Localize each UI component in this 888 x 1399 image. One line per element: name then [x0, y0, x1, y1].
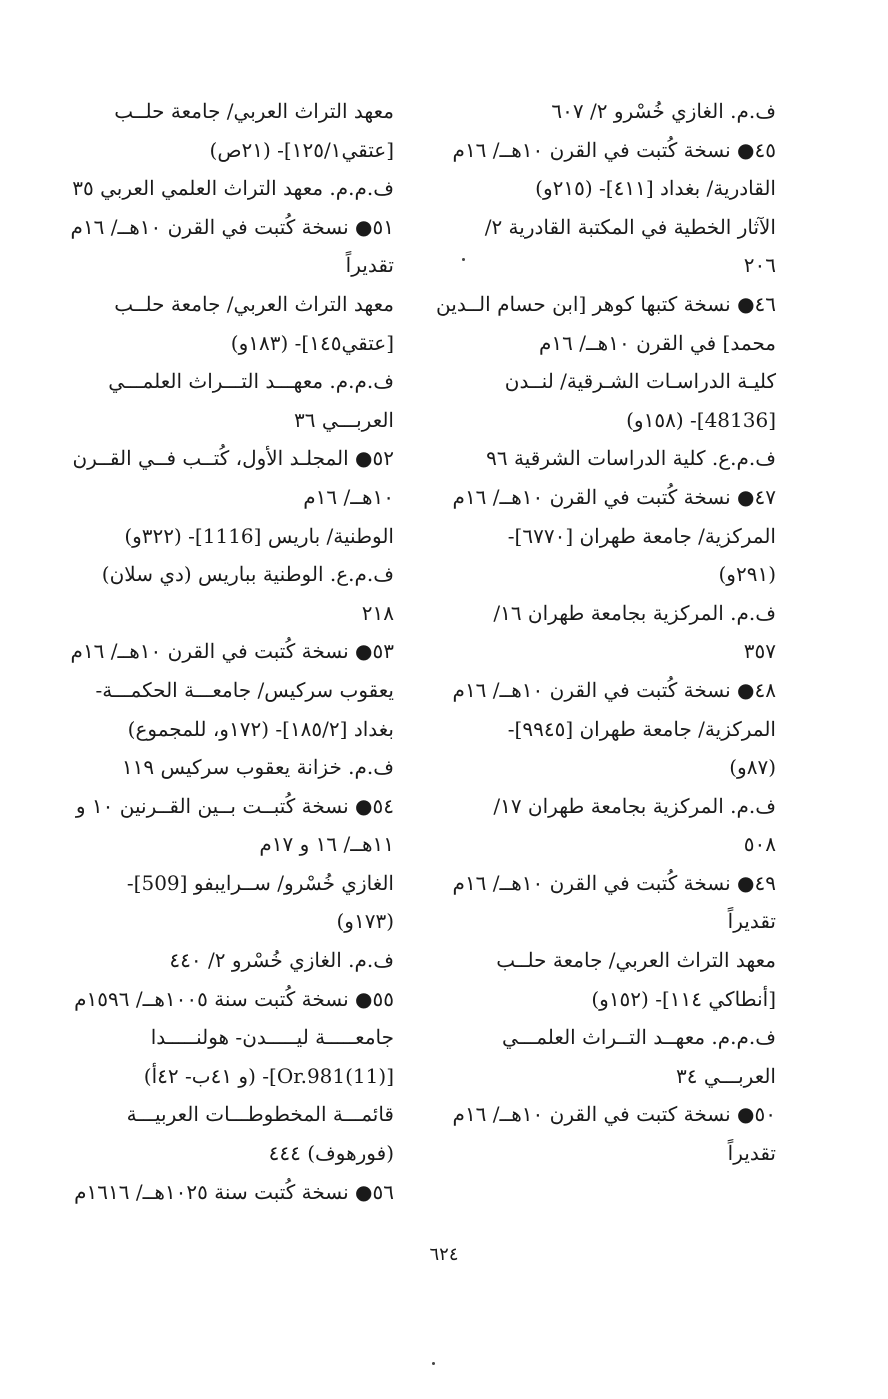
text-line: (٨٧و) [729, 755, 776, 780]
text-line: كليـة الدراسـات الشـرقية/ لنــدن [504, 369, 776, 394]
text-line: ف.م.م. معهــد التــراث العلمـــي [502, 1025, 776, 1050]
text-line: (فورهوف) ٤٤٤ [268, 1141, 394, 1166]
entry-55-heading: ٥٥● نسخة كُتبت سنة ١٠٠٥هــ/ ١٥٩٦م [74, 986, 394, 1011]
text-line: المركزية/ جامعة طهران [٦٧٧٠]- [507, 523, 776, 548]
text-line: ف.م. خزانة يعقوب سركيس ١١٩ [121, 755, 394, 780]
text-line: ف.م. المركزية بجامعة طهران ١٧/ [493, 793, 776, 818]
scan-speck [462, 258, 465, 261]
text-line: العربـــي ٣٦ [294, 407, 394, 432]
text-line: الآثار الخطية في المكتبة القادرية ٢/ [484, 214, 776, 239]
text-line: الغازي خُسْرو/ ســرايبفو [509]- [126, 870, 394, 895]
text-line: الوطنية/ باريس [1116]- (٣٢٢و) [124, 523, 394, 548]
text-line: معهد التراث العربي/ جامعة حلــب [114, 99, 394, 123]
entry-50-heading: ٥٠● نسخة كتبت في القرن ١٠هــ/ ١٦م [452, 1102, 776, 1127]
page-number: ٦٢٤ [429, 1244, 459, 1265]
text-line: ف.م. المركزية بجامعة طهران ١٦/ [493, 600, 776, 625]
text-line: ف.م. الغازي خُسْرو ٢/ ٤٤٠ [169, 948, 394, 973]
entry-48-heading: ٤٨● نسخة كُتبت في القرن ١٠هــ/ ١٦م [452, 677, 776, 702]
text-line: قائمـــة المخطوطـــات العربيـــة [126, 1102, 394, 1127]
text-line: (١٧٣و) [336, 909, 394, 934]
text-line: ١١هــ/ ١٦ و ١٧م [259, 832, 394, 857]
text-line: معهد التراث العربي/ جامعة حلــب [496, 948, 776, 973]
text-line: ٥٠٨ [743, 832, 776, 857]
entry-53-heading: ٥٣● نسخة كُتبت في القرن ١٠هــ/ ١٦م [70, 639, 394, 664]
left-column [52, 92, 394, 1211]
entry-46-heading: ٤٦● نسخة كتبها كوهر [ابن حسام الــدين [436, 291, 776, 316]
text-line: ٢٠٦ [743, 253, 776, 278]
scan-speck [432, 1362, 435, 1365]
entry-49-heading: ٤٩● نسخة كُتبت في القرن ١٠هــ/ ١٦م [452, 870, 776, 895]
entry-56-heading: ٥٦● نسخة كُتبت سنة ١٠٢٥هــ/ ١٦١٦م [74, 1179, 394, 1204]
text-line: تقديراً [727, 1141, 776, 1166]
text-line: المركزية/ جامعة طهران [٩٩٤٥]- [507, 716, 776, 741]
text-line: ف.م.ع. الوطنية بباريس (دي سلان) [101, 562, 394, 587]
text-line: [48136]- (١٥٨و) [626, 407, 776, 432]
entry-52-heading: ٥٢● المجلـد الأول، كُتــب فــي القــرن [72, 446, 394, 471]
text-line: [عتقي١٤٥]- (١٨٣و) [230, 330, 394, 355]
entry-45-heading: ٤٥● نسخة كُتبت في القرن ١٠هــ/ ١٦م [452, 137, 776, 162]
text-line: تقديراً [345, 253, 394, 278]
text-line: ٣٥٧ [743, 639, 776, 664]
text-line: [Or.981(11)]- (و ٤١ب- ٤٢أ) [143, 1063, 394, 1088]
text-line: ف.م.م. معهد التراث العلمي العربي ٣٥ [72, 176, 394, 201]
text-line: ف.م.ع. كلية الدراسات الشرقية ٩٦ [486, 446, 776, 471]
text-line: محمد] في القرن ١٠هــ/ ١٦م [538, 330, 776, 355]
text-line: [أنطاكي ١١٤]- (١٥٢و) [591, 986, 776, 1011]
text-line: (٢٩١و) [718, 562, 776, 587]
text-line: معهد التراث العربي/ جامعة حلــب [114, 291, 394, 316]
entry-51-heading: ٥١● نسخة كُتبت في القرن ١٠هــ/ ١٦م [70, 214, 394, 239]
text-line: العربـــي ٣٤ [676, 1063, 776, 1088]
right-column [436, 92, 776, 1173]
text-line: ف.م. الغازي خُسْرو ٢/ ٦٠٧ [551, 99, 776, 123]
text-line: جامعـــــة ليـــــدن- هولنـــــدا [150, 1025, 394, 1050]
text-line: يعقوب سركيس/ جامعـــة الحكمـــة- [95, 677, 394, 702]
text-line: بغداد [١٨٥/٢]- (١٧٢و، للمجموع) [127, 716, 394, 741]
text-line: ف.م.م. معهـــد التـــراث العلمـــي [108, 369, 394, 394]
entry-47-heading: ٤٧● نسخة كُتبت في القرن ١٠هــ/ ١٦م [452, 484, 776, 509]
text-line: ١٠هــ/ ١٦م [303, 484, 394, 509]
text-line: تقديراً [727, 909, 776, 934]
text-line: ٢١٨ [361, 600, 394, 625]
entry-54-heading: ٥٤● نسخة كُتبــت بــين القــرنين ١٠ و [75, 793, 394, 818]
text-line: [عتقي١٢٥/١]- (٢١ص) [209, 137, 394, 162]
text-line: القادرية/ بغداد [٤١١]- (٢١٥و) [535, 176, 776, 201]
